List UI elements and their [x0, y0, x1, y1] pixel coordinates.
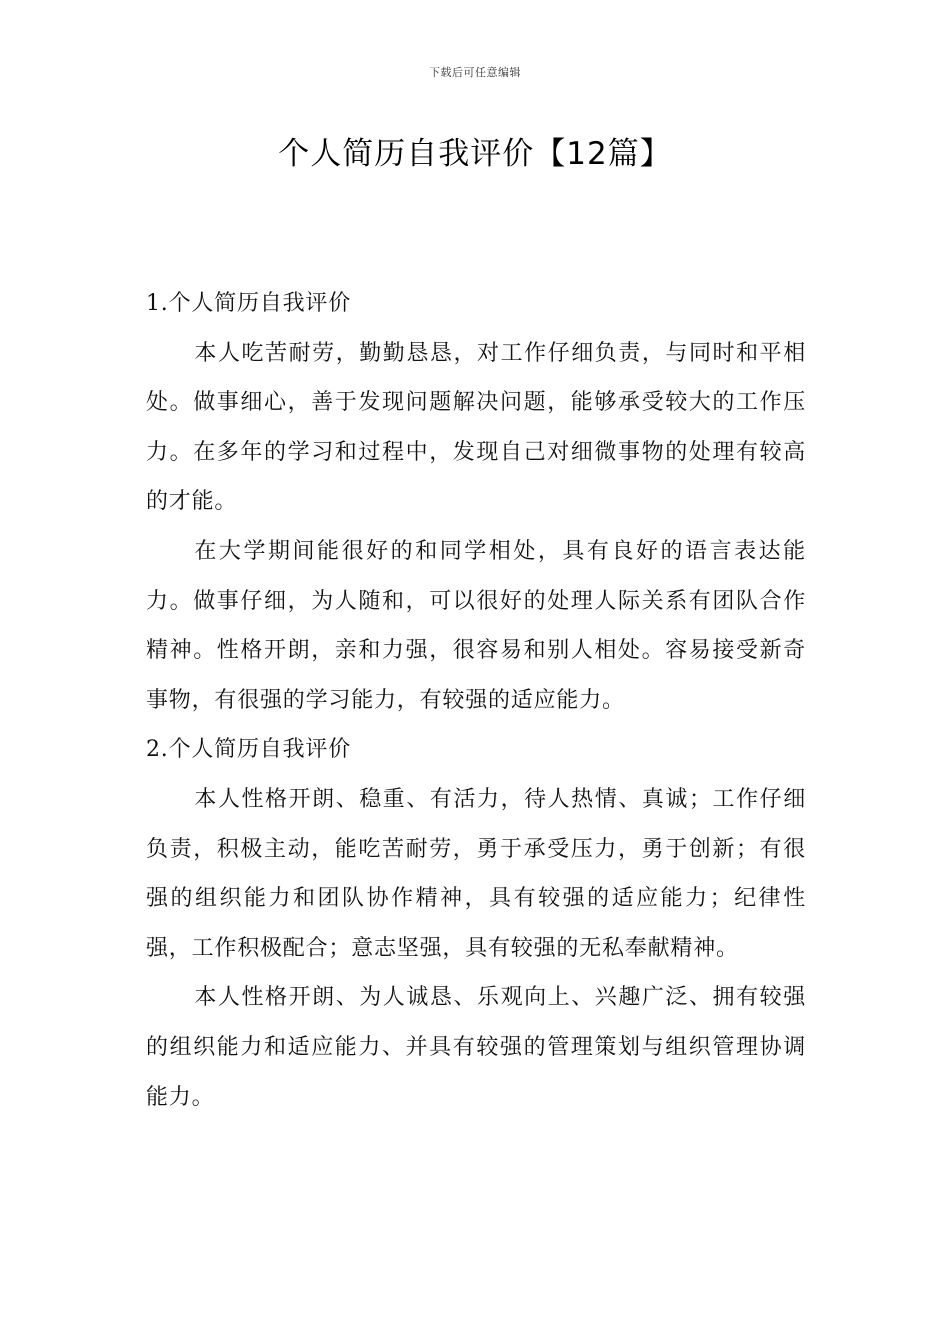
paragraph: 在大学期间能很好的和同学相处，具有良好的语言表达能力。做事仔细，为人随和，可以很好的处理人际关系有团队合作精神。性格开朗，亲和力强，很容易和别人相处。容易接受新奇事物，有很强的学习能力，有较强的适应能力。 — [146, 538, 806, 713]
header-note: 下载后可任意编辑 — [429, 66, 521, 79]
section-heading: 2.个人简历自我评价 — [146, 737, 351, 763]
paragraph: 本人性格开朗、稳重、有活力，待人热情、真诚；工作仔细负责，积极主动，能吃苦耐劳，勇于承受压力，勇于创新；有很强的组织能力和团队协作精神，具有较强的适应能力；纪律性强，工作积极配合；意志坚强，具有较强的无私奉献精神。 — [146, 786, 806, 961]
section-1 — [146, 279, 806, 725]
section-2 — [146, 725, 806, 1122]
paragraph: 本人性格开朗、为人诚恳、乐观向上、兴趣广泛、拥有较强的组织能力和适应能力、并具有较强的管理策划与组织管理协调能力。 — [146, 985, 806, 1110]
paragraph: 本人吃苦耐劳，勤勤恳恳，对工作仔细负责，与同时和平相处。做事细心，善于发现问题解决问题，能够承受较大的工作压力。在多年的学习和过程中，发现自己对细微事物的处理有较高的才能。 — [146, 340, 806, 515]
document-body — [146, 279, 806, 1122]
section-heading: 1.个人简历自我评价 — [146, 291, 351, 316]
document-title: 个人简历自我评价【12篇】 — [278, 136, 672, 172]
